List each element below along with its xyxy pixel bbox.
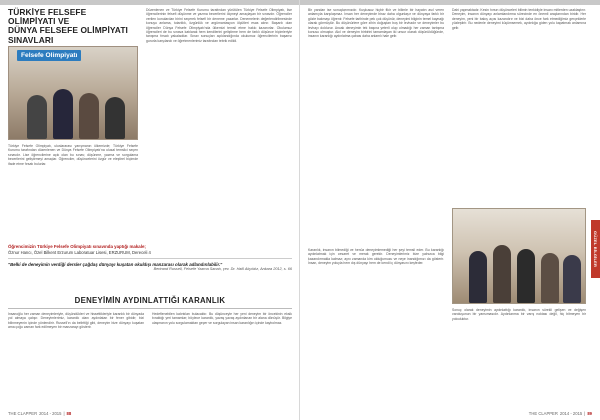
article-title-block	[8, 8, 136, 49]
section-divider	[8, 308, 292, 309]
body-column-2: Dahi yapmaktadır. Kesin hırsın düşünceleri bilimin tenkidiyle insanı mitlerden uzaklaştırır. Deneyim, insanın dünyayı anlamlandırma sürecinde en önemli araçlarından biridir. Her deneyim, yeni bir bakış açısı kazandırır ve bizi daha önce fark etmediğimiz gerçeklerle yüzleştirir. Bu nedenle deneyimi küçümsemek, aydınlığa giden yolu kapatmak anlamına gelir.	[452, 8, 586, 30]
person-figure	[105, 97, 125, 139]
person-figure	[541, 253, 559, 303]
body-column-3: Karanlık, insanın bilmediği ve henüz deneyimlemediği her şeyi temsil eder. Bu karanlığı aydınlatmak için cesaret ve merak gerekir. Deneyimlerimiz bize yalnızca bilgi kazandırmakla kalmaz; aynı zamanda kim olduğumuzu ve neye inandığımızı da gösterir. İnsan, deneyim yoluyla hem dış dünyayı hem de kendi iç dünyasını keşfeder.	[308, 248, 444, 266]
footer-magazine-name: THE CLAPPER	[8, 411, 38, 416]
group-photo	[8, 46, 138, 140]
essay-author: Öznur Hancı, Özel Bilkent Erzurum Laboratuar Lisesi, ERZURUM, Dereceli 4	[8, 250, 151, 255]
body-column-1: Türkiye Felsefe Olimpiyatı, uluslararası yarışmanın ülkemizde; Türkiye Felsefe Kurumu tarafından düzenlenen ve Dünya Felsefe Olimpiyatı'na ulusal temsilci seçen sınavdır. Lise öğrencilerine açık olan bu sınav; düşünme, yazma ve sorgulama becerilerini geliştirmeyi amaçlar. Öğrenciler, düşüncelerini özgür ve eleştirel biçimde ifade etme fırsatı bulurlar.	[8, 144, 138, 166]
body-column-2: Düzenlenen ve Türkiye Felsefe Kurumu tarafından yürütülen Türkiye Felsefe Olimpiyatı, lise öğrencilerinin felsefi düşünme ve yazma becerilerini ölçmeyi amaçlayan bir sınavdır. Öğrenciler verilen konulardan birini seçerek felsefi bir deneme yazarlar. Denemelerin değerlendirilmesinde konuyu anlama, tutarlılık, özgünlük ve argümantasyon ölçütleri esas alınır. Başarılı olan öğrenciler Dünya Felsefe Olimpiyatı'nda ülkemizi temsil etme hakkı kazanırlar. Okulumuz öğrencileri de bu sınava katılarak hem kendilerini geliştirme hem de farklı düşünce biçimleriyle tanışma fırsatı yakaladılar. Sınav sonuçları açıklandığında okulumuz öğrencilerinin başarısı gururla karşılandı ve öğretmenlerimiz tarafından tebrik edildi.	[146, 8, 292, 43]
essay-quote: "Belki de deneyimin verdiği dersler çağdaş dünyayı kuşatan okuldışı manzarası olarak adlandırılabilir."	[8, 262, 223, 267]
footer-year: 2014 - 2015	[39, 411, 62, 416]
photo-banner: Felsefe Olimpiyatı	[17, 50, 81, 61]
page-number: 88	[66, 411, 72, 416]
body-column-4: Hedeflenebilen kalıntıları bulacaktır. Bu düşünceyle her yeni deneyim bir öncekinin eksik bıraktığı yeri tamamlar; böylece karanlık, yavaş yavaş aydınlanan bir alana dönüşür. Bilgiye ulaşmanın yolu sorgulamaktan geçer ve sorgulayan insan karanlığın içinde kaybolmaz.	[152, 312, 292, 325]
person-figure	[517, 249, 535, 303]
essay-question: Öğrencimizin Türkiye Felsefe Olimpiyatı sınavında yaptığı makale;	[8, 244, 146, 249]
person-figure	[563, 255, 581, 303]
page-footer: THE CLAPPER 2014 - 2015 | 88	[8, 411, 72, 416]
page-number: 89	[587, 411, 592, 416]
section-title: DENEYİMİN AYDINLATTIĞI KARANLIK	[74, 296, 226, 305]
person-figure	[493, 245, 511, 303]
footer-year: 2014 - 2015	[559, 411, 583, 416]
body-column-3: İnsanoğlu her zaman deneyimleriyle, düşündükleri ve hissettikleriyle karanlık bir dünyada yol almaya çalışır. Deneyimlerimiz, karanlık olanı aydınlatan bir fener gibidir; bizi bilinmeyenin içinde yönlendirir. Russell'ın da belirttiği gibi, deneyim bize dünyayı kuşatan ama çoğu zaman fark edilmeyen bir manzarayı gösterir.	[8, 312, 144, 330]
quote-attribution: Bertrand Russell, Felsefe Yazma Sanatı, çev. Dr. Halil Akyıldız, Ankara 2012, s. 66	[153, 267, 292, 271]
top-bar	[300, 0, 600, 5]
person-figure	[27, 95, 47, 139]
divider	[8, 258, 292, 259]
body-column-4: Sonuç olarak deneyimin aydınlattığı karanlık, insanın sürekli gelişen ve değişen varoluşunun bir yansımasıdır. Aydınlanma bir varış noktası değil, hiç bitmeyen bir yolculuktur.	[452, 308, 586, 321]
article-title-line-2: DÜNYA FELSEFE OLİMPİYATI SINAVLARI	[8, 25, 128, 45]
section-side-tab: GÜZEL BİLGİLER	[591, 220, 600, 278]
body-column-1: Bir yandan ise sonuçlarımızdır. Kuşkusuz hiçbir fikir ve bilimle bir hayatın asıl veren anlamıyla karşılaşmaz. İnsan her deneyimde biraz daha olgunlaşır ve dünyaya farklı bir gözle bakmayı öğrenir. Felsefe tarihinde pek çok düşünür, deneyimi bilginin temel kaynağı olarak görmüştür. Bu düşünürlere göre zihin doğuştan boş bir levhadır ve deneyimler bu levhayı doldurur. Ancak deneyimin tek başına yeterli olup olmadığı her zaman tartışma konusu olmuştur. Akıl ve deneyim birbirini tamamlayan iki unsur olarak düşünüldüğünde, insanın karanlığı aydınlatma çabası daha anlamlı hale gelir.	[308, 8, 444, 39]
person-figure	[53, 89, 73, 139]
top-bar	[0, 0, 299, 5]
article-title-line-1: TÜRKİYE FELSEFE OLİMPİYATI VE	[8, 7, 87, 27]
page-footer: THE CLAPPER 2014 - 2015 | 89	[528, 411, 592, 416]
award-photo	[452, 208, 586, 304]
footer-magazine-name: THE CLAPPER	[528, 411, 558, 416]
person-figure	[79, 93, 99, 139]
essay-info-box	[8, 244, 292, 290]
right-page	[300, 0, 600, 420]
person-figure	[469, 251, 487, 303]
